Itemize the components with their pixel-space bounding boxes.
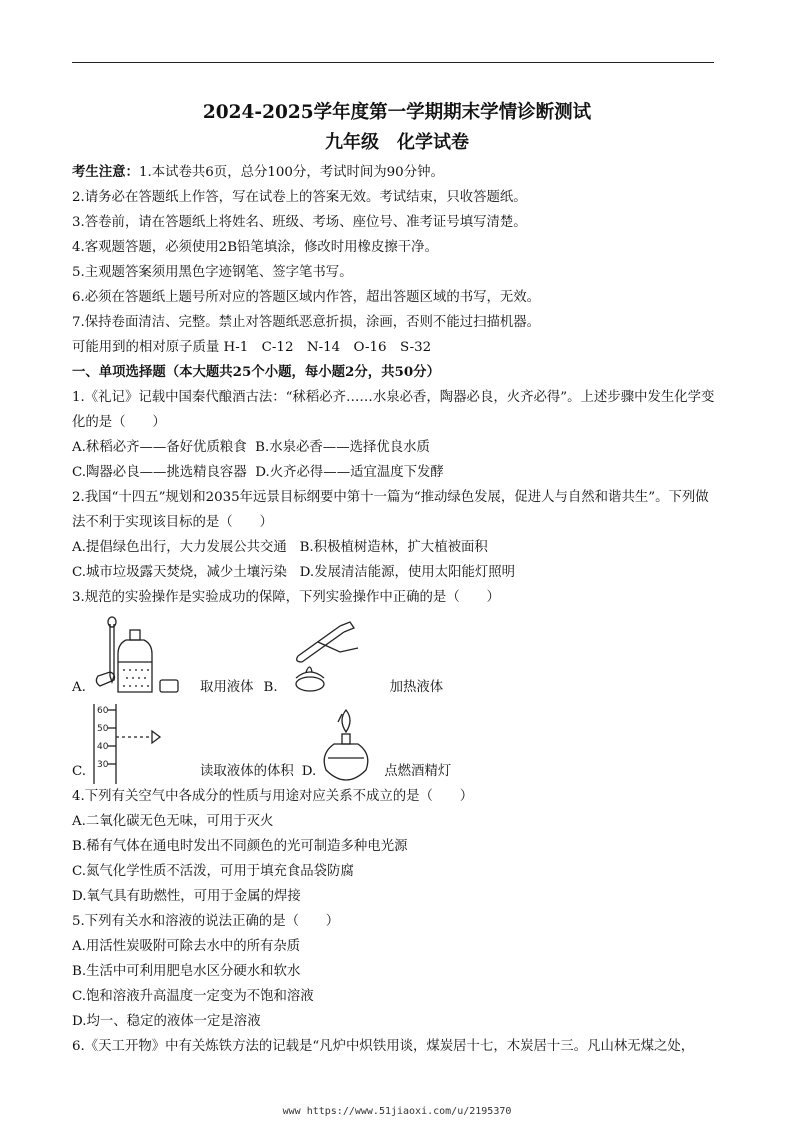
q4-option-a: A.二氧化碳无色无味，可用于灭火 [72,814,274,829]
q3-option-c-caption: 读取液体的体积 [200,764,294,779]
q1-option-b: B.水泉必香——选择优良水质 [255,440,430,455]
notice-line-6: 6.必须在答题纸上题号所对应的答题区域内作答，超出答题区域的书写，无效。 [72,290,541,305]
notice-line-2: 2.请务必在答题纸上作答，写在试卷上的答案无效。考试结束，只收答题纸。 [72,190,527,205]
q5-option-d: D.均一、稳定的液体一定是溶液 [72,1014,261,1029]
section-heading: 一、单项选择题（本大题共25个小题，每小题2分，共50分） [72,364,440,380]
q1-options-ab [72,435,722,460]
q5-stem: 5.下列有关水和溶液的说法正确的是（ ） [72,914,340,929]
notice-line-1: 考生注意：1.本试卷共6页，总分100分，考试时间为90分钟。 [72,164,444,180]
top-rule [72,62,714,63]
q3-option-d-letter: D. [301,764,317,779]
notice-line-5: 5.主观题答案须用黑色字迹钢笔、签字笔书写。 [72,265,353,280]
exam-body [72,160,722,1059]
tick-label-40: 40 [97,742,109,752]
q3-figure-row-ab [72,616,722,700]
q4-option-c: C.氮气化学性质不活泼，可用于填充食品袋防腐 [72,864,354,879]
q5-option-c: C.饱和溶液升高温度一定变为不饱和溶液 [72,989,314,1004]
tick-label-60: 60 [97,706,109,716]
q4-stem: 4.下列有关空气中各成分的性质与用途对应关系不成立的是（ ） [72,789,474,804]
q2-option-a: A.提倡绿色出行，大力发展公共交通 [72,540,287,555]
q2-option-b: B.积极植树造林，扩大植被面积 [299,540,488,555]
tick-label-50: 50 [97,724,109,734]
q2-option-c: C.城市垃圾露天焚烧，减少土壤污染 [72,565,287,580]
q3-option-a-caption: 取用液体 [199,680,254,695]
notice-line-3: 3.答卷前，请在答题纸上将姓名、班级、考场、座位号、准考证号填写清楚。 [72,215,527,230]
q5-option-b: B.生活中可利用肥皂水区分硬水和软水 [72,964,301,979]
page-title: 2024-2025学年度第一学期期末学情诊断测试 [202,102,592,123]
q3-option-b-caption: 加热液体 [389,680,444,695]
q2-options-ab [72,535,722,560]
heating-test-tube-illustration [278,616,378,700]
q3-option-d-caption: 点燃酒精灯 [384,764,452,779]
q3-stem: 3.规范的实验操作是实验成功的保障，下列实验操作中正确的是（ ） [72,590,500,605]
q1-option-a: A.秫稻必齐——备好优质粮食 [72,440,247,455]
alcohol-lamp-illustration [316,700,380,784]
notice-label: 考生注意： [72,164,139,180]
q3-figure-row-cd [72,700,722,784]
dropper-bottle-illustration [86,616,196,700]
q5-option-a: A.用活性炭吸附可除去水中的所有杂质 [72,939,301,954]
notice-line-4: 4.客观题答题，必须使用2B铅笔填涂，修改时用橡皮擦干净。 [72,240,438,255]
q2-stem: 2.我国“十四五”规划和2035年远景目标纲要中第十一篇为“推动绿色发展，促进人与自然和谐共生”。下列做法不利于实现该目标的是（ ） [72,490,709,530]
tick-label-30: 30 [97,760,109,770]
graduated-cylinder-illustration [86,700,196,784]
q6-stem: 6.《天工开物》中有关炼铁方法的记载是“凡炉中炽铁用谈，煤炭居十七，木炭居十三。凡山林无煤之处， [72,1039,695,1054]
q4-option-d: D.氧气具有助燃性，可用于金属的焊接 [72,889,301,904]
q1-options-cd [72,460,722,485]
notice-line-7: 7.保持卷面清洁、完整。禁止对答题纸恶意折损，涂画，否则不能过扫描机器。 [72,315,541,330]
atomic-mass-line: 可能用到的相对原子质量 H-1 C-12 N-14 O-16 S-32 [72,340,432,355]
q4-option-b: B.稀有气体在通电时发出不同颜色的光可制造多种电光源 [72,839,408,854]
page-subtitle: 九年级 化学试卷 [325,132,469,153]
footer-url: www https://www.51jiaoxi.com/u/2195370 [282,1106,512,1117]
q1-option-c: C.陶器必良——挑选精良容器 [72,465,247,480]
q3-option-c-letter: C. [72,764,87,779]
q1-stem: 1.《礼记》记载中国秦代酿酒古法：“秫稻必齐……水泉必香，陶器必良，火齐必得”。上述步骤中发生化学变化的是（ ） [72,390,715,430]
q3-option-b-letter: B. [263,680,278,695]
q2-option-d: D.发展清洁能源，使用太阳能灯照明 [299,565,516,580]
q1-option-d: D.火齐必得——适宜温度下发酵 [255,465,444,480]
q2-options-cd [72,560,722,585]
q3-option-a-letter: A. [72,680,86,695]
